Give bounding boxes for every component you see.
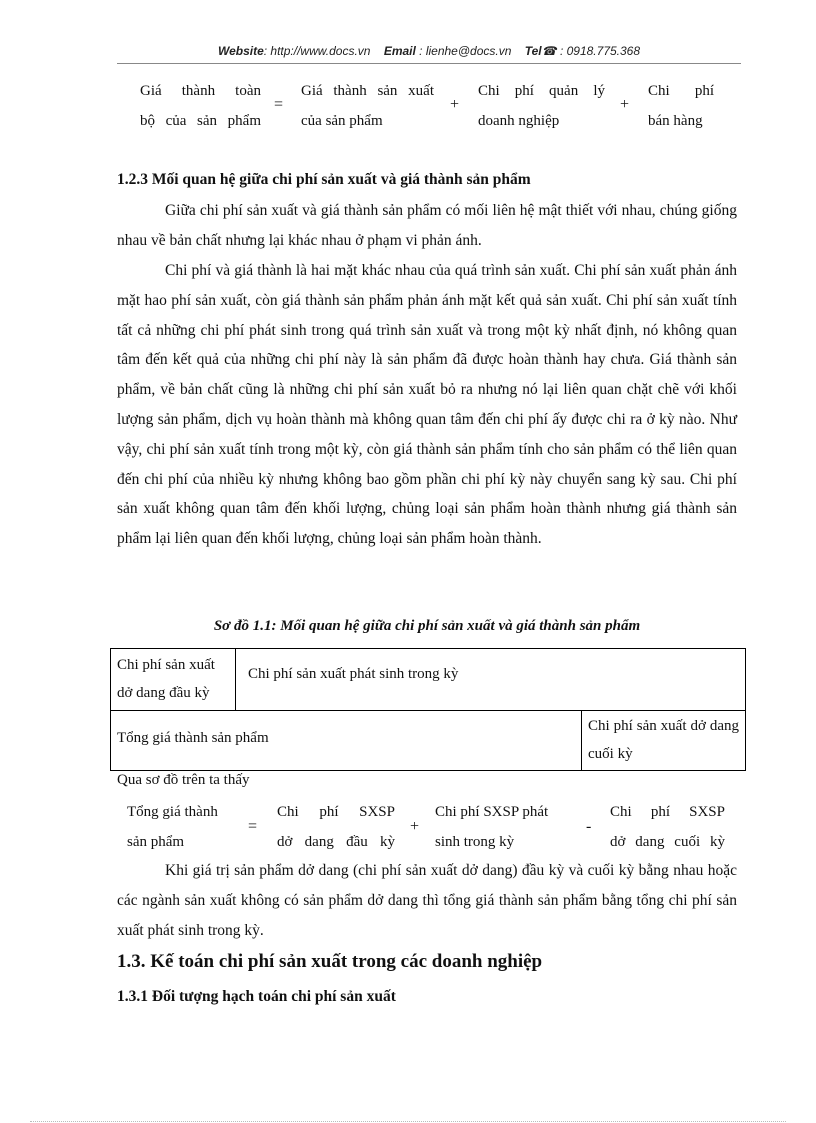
equals-sign: = <box>248 818 258 835</box>
diagram-caption: Sơ đồ 1.1: Mối quan hệ giữa chi phí sản xuất và giá thành sản phẩm <box>213 618 641 634</box>
plus-sign: + <box>620 96 630 113</box>
page-header <box>117 44 741 58</box>
section-heading-1-3: 1.3. Kế toán chi phí sản xuất trong các doanh nghiệp <box>117 951 543 972</box>
plus-sign: + <box>450 96 460 113</box>
diagram-box-total-cost: Tổng giá thành sản phẩm <box>110 710 582 771</box>
diagram-conclusion: Qua sơ đồ trên ta thấy <box>117 772 250 788</box>
paragraph-3 <box>117 856 737 945</box>
formula-term-line: Chi phí SXSP phát <box>435 804 549 820</box>
formula-term-line: doanh nghiệp <box>478 113 560 129</box>
section-heading-1-2-3: 1.2.3 Mối quan hệ giữa chi phí sản xuất và giá thành sản phẩm <box>117 171 531 188</box>
paragraph-text: Giữa chi phí sản xuất và giá thành sản phẩm có mối liên hệ mật thiết với nhau, chúng giống nhau về bản chất nhưng lại khác nhau ở phạm vi phản ánh. <box>117 202 737 249</box>
formula-term-line: của sản phẩm <box>301 113 383 129</box>
minus-sign: - <box>586 818 592 835</box>
formula-term-period-costs <box>435 797 570 857</box>
formula-term-management-cost <box>478 76 605 136</box>
formula-term-line: dở dang cuối kỳ <box>610 834 725 850</box>
cost-relationship-diagram <box>110 648 746 771</box>
tel-value: : 0918.775.368 <box>556 44 641 58</box>
diagram-box-period-costs: Chi phí sản xuất phát sinh trong kỳ <box>235 648 746 711</box>
section-heading-1-3-1: 1.3.1 Đối tượng hạch toán chi phí sản xuất <box>117 988 396 1005</box>
website-value: : http://www.docs.vn <box>263 44 371 58</box>
formula-term-line: Tổng giá thành <box>127 804 218 820</box>
paragraph-2 <box>117 256 737 554</box>
formula-term-line: Chi phí quản lý <box>478 83 605 99</box>
formula-term-closing-wip <box>610 797 725 857</box>
formula-term-full-cost <box>140 76 261 136</box>
formula-term-opening-wip <box>277 797 395 857</box>
formula-term-line: dở dang đầu kỳ <box>277 834 395 850</box>
formula-term-line: Chi phí SXSP <box>610 804 725 820</box>
formula-term-line: sinh trong kỳ <box>435 834 515 850</box>
email-value: : lienhe@docs.vn <box>415 44 512 58</box>
formula-term-line: Chi phí <box>648 83 714 99</box>
formula-term-total-cost <box>127 797 237 857</box>
paragraph-text: Chi phí và giá thành là hai mặt khác nhau của quá trình sản xuất. Chi phí sản xuất phản ánh mặt hao phí sản xuất, còn giá thành sản phẩm phản ánh mặt kết quả sản xuất. Chi phí sản xuất tính tất cả những chi phí phát sinh trong quá trình sản xuất và trong một kỳ nhất định, nó không quan tâm đến kết quả của những chi phí này là sản phẩm đã được hoàn thành hay chưa. Giá thành sản phẩm, về bản chất cũng là những chi phí sản xuất bỏ ra nhưng nó lại liên quan chặt chẽ với khối lượng sản phẩm, dịch vụ hoàn thành mà không quan tâm đến chi phí ấy được chi ra ở kỳ nào. Như vậy, chi phí sản xuất tính trong một kỳ, còn giá thành sản phẩm tính cho sản phẩm có thể liên quan đến chi phí của nhiều kỳ nhưng không bao gồm phần chi phí kỳ này chuyển sang kỳ sau. Chi phí sản xuất không quan tâm đến khối lượng, chủng loại sản phẩm hoàn thành nhưng giá thành sản phẩm lại liên quan đến khối lượng, chủng loại sản phẩm hoàn thành. <box>117 262 737 548</box>
diagram-box-closing-wip: Chi phí sản xuất dở dang cuối kỳ <box>581 710 746 771</box>
website-label: Website <box>217 44 264 58</box>
tel-label: Tel <box>524 44 542 58</box>
paragraph-text: Khi giá trị sản phẩm dở dang (chi phí sản xuất dở dang) đầu kỳ và cuối kỳ bằng nhau hoặc các ngành sản xuất không có sản phẩm dở dang thì tổng giá thành sản phẩm bằng tổng chi phí sản xuất phát sinh trong kỳ. <box>117 862 737 939</box>
paragraph-1 <box>117 196 737 256</box>
phone-icon: ☎ <box>541 44 557 58</box>
formula-term-line: Chi phí SXSP <box>277 804 395 820</box>
diagram-box-opening-wip: Chi phí sản xuất dở dang đầu kỳ <box>110 648 236 711</box>
header-divider <box>117 63 741 64</box>
formula-term-line: Giá thành toàn <box>140 83 261 99</box>
formula-term-line: bán hàng <box>648 113 703 129</box>
email-label: Email <box>383 44 416 58</box>
equals-sign: = <box>274 96 284 113</box>
formula-term-selling-cost <box>648 76 714 136</box>
formula-term-line: Giá thành sản xuất <box>301 83 434 99</box>
formula-term-line: bộ của sản phẩm <box>140 113 261 129</box>
page-bottom-border <box>30 1121 786 1122</box>
plus-sign: + <box>410 818 420 835</box>
formula-term-line: sản phẩm <box>127 834 185 850</box>
formula-term-production-cost <box>301 76 434 136</box>
